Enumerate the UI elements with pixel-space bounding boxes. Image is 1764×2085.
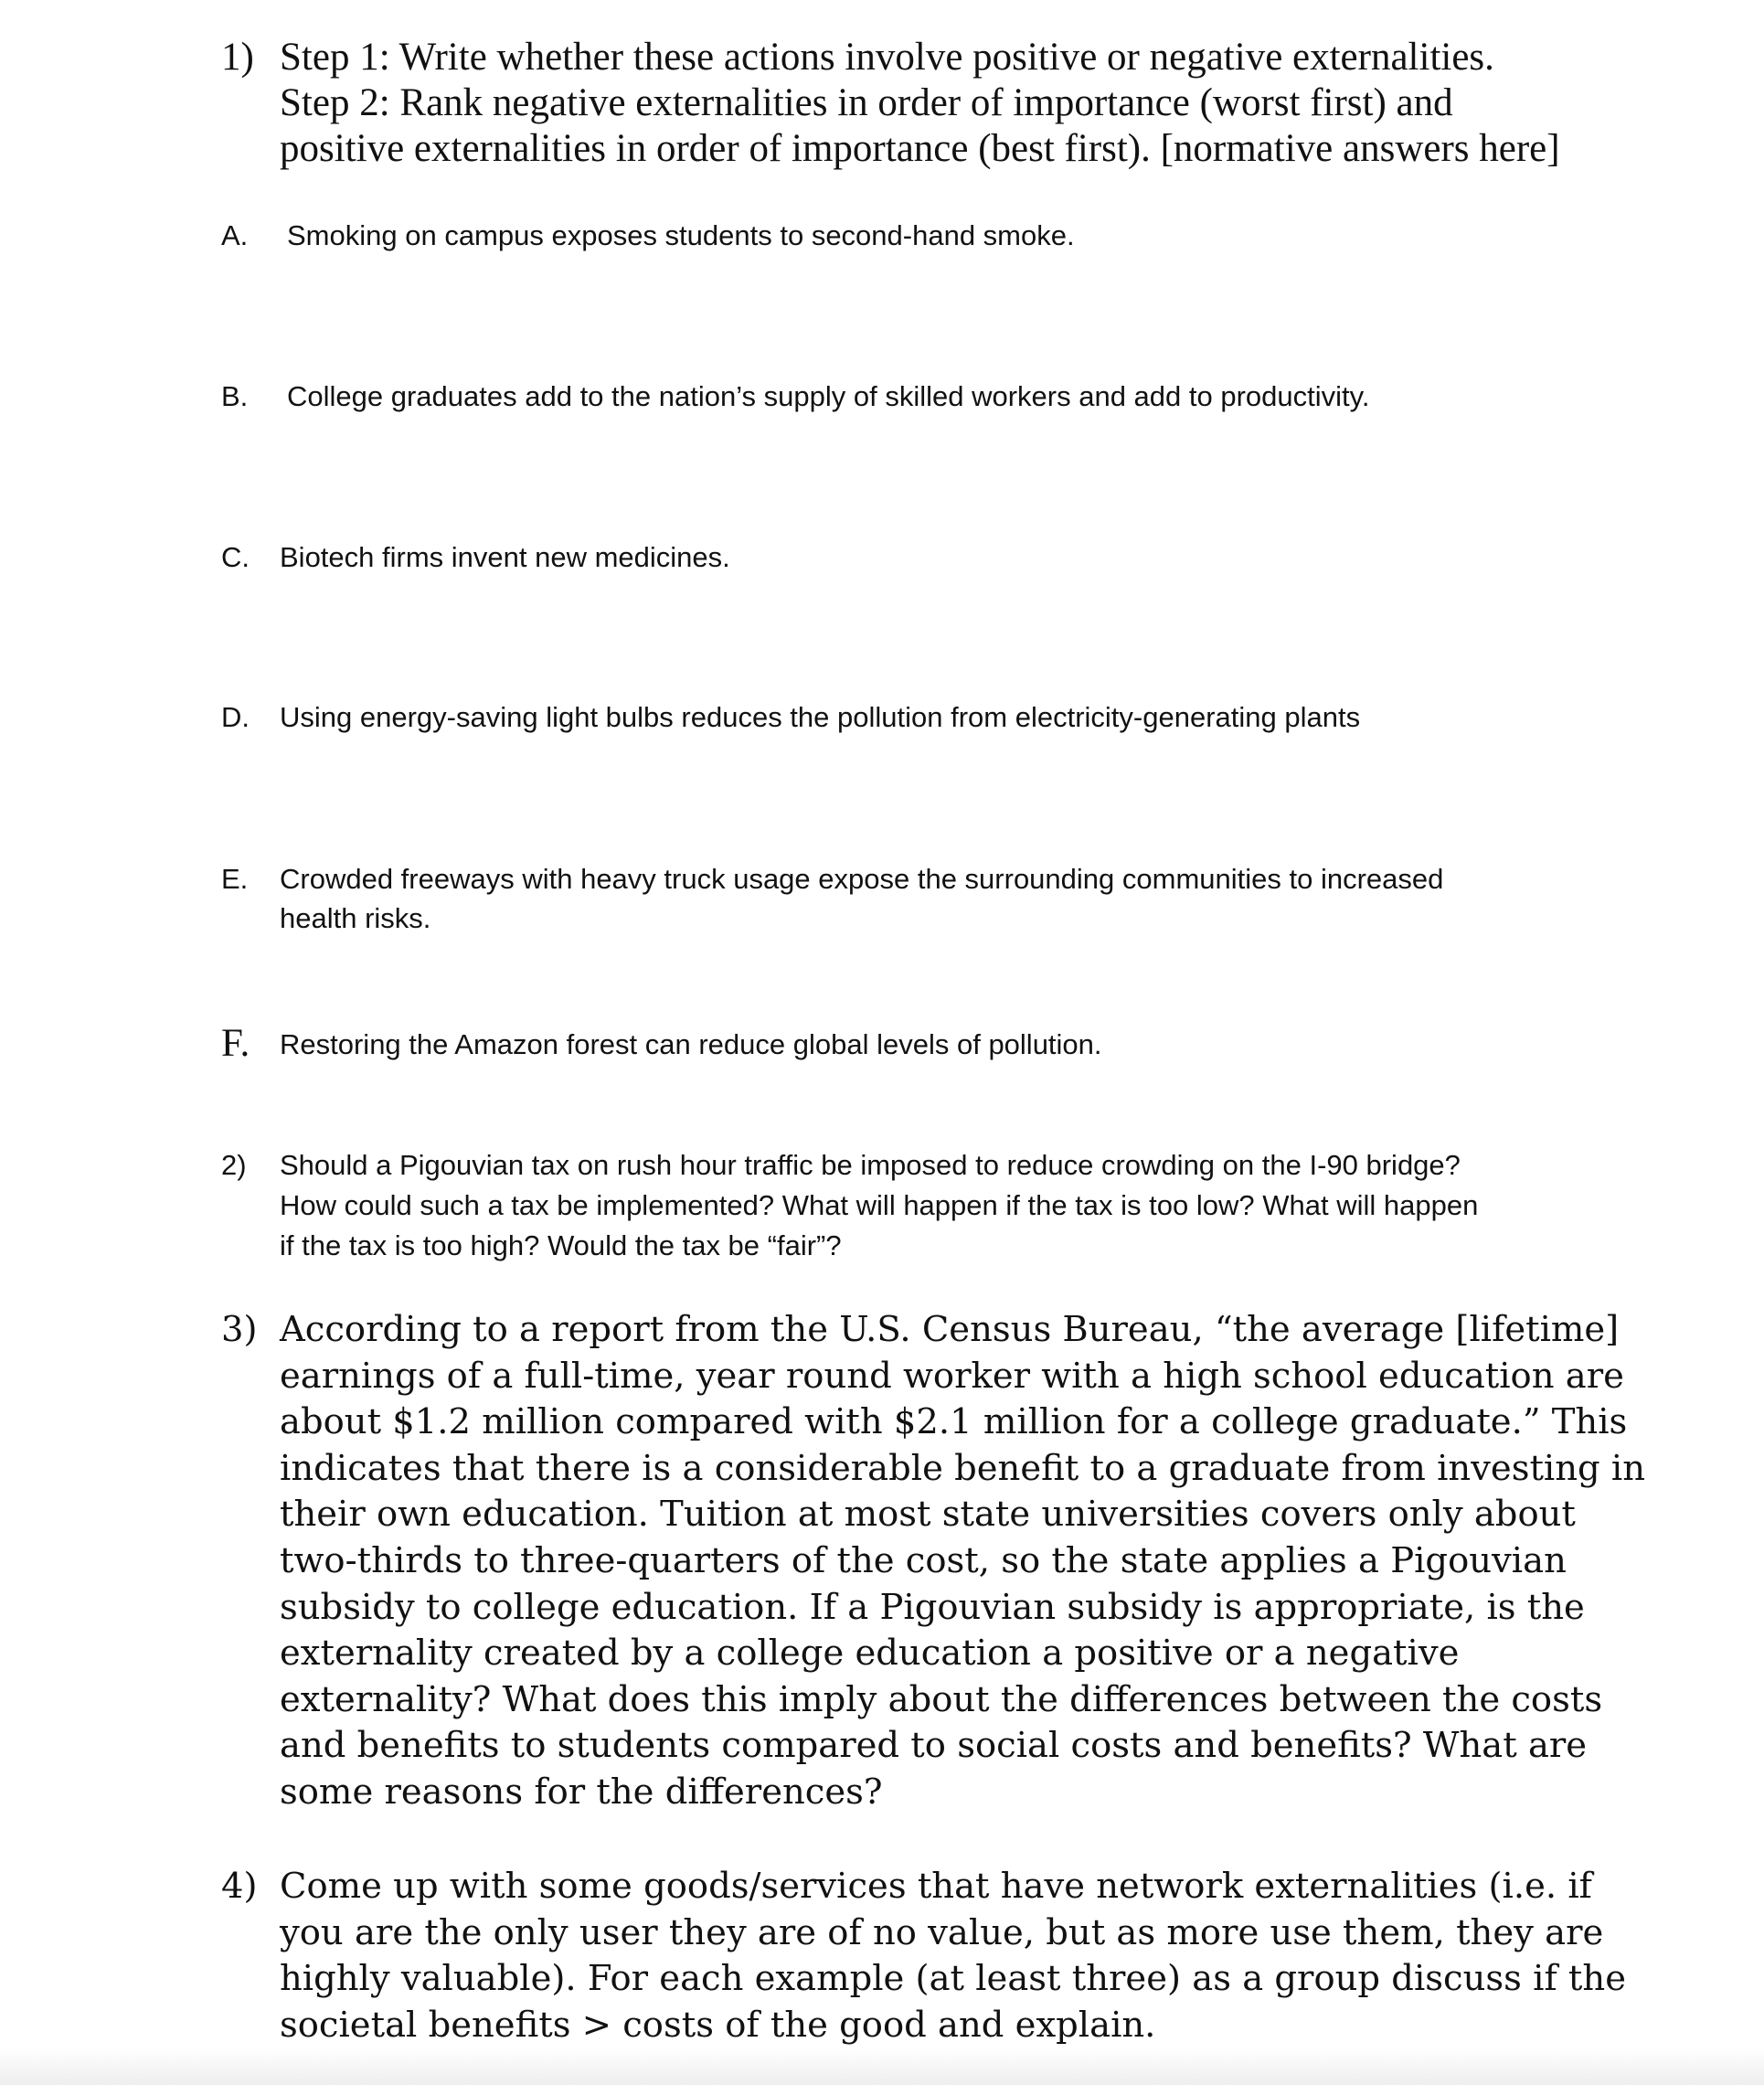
question-4-line-1: Come up with some goods/services that have network externalities (i.e. if [280, 1866, 1592, 1907]
question-4-number: 4) [221, 1866, 258, 1907]
question-3-line-11: some reasons for the differences? [280, 1771, 883, 1813]
question-3-line-1: According to a report from the U.S. Census Bureau, “the average [lifetime] [280, 1309, 1620, 1350]
item-b-text: College graduates add to the nation’s supply of skilled workers and add to productivity. [287, 380, 1370, 412]
item-a-letter: A. [221, 219, 249, 251]
item-d-text: Using energy-saving light bulbs reduces the pollution from electricity-generating plants [280, 701, 1361, 733]
item-a-text: Smoking on campus exposes students to second-hand smoke. [287, 219, 1075, 251]
question-1-line-2: Step 2: Rank negative externalities in order of importance (worst first) and [280, 81, 1453, 124]
question-1-line-3: positive externalities in order of importance (best first). [normative answers here] [280, 127, 1560, 170]
question-2-line-2: How could such a tax be implemented? What will happen if the tax is too low? What will happen [280, 1189, 1479, 1221]
question-3-line-10: and benefits to students compared to social costs and benefits? What are [280, 1725, 1588, 1766]
question-2-line-1: Should a Pigouvian tax on rush hour traffic be imposed to reduce crowding on the I-90 bridge? [280, 1149, 1461, 1181]
question-4-line-3: highly valuable). For each example (at least three) as a group discuss if the [280, 1958, 1626, 1999]
question-3-line-7: subsidy to college education. If a Pigouvian subsidy is appropriate, is the [280, 1587, 1585, 1628]
page-bottom-edge [0, 2048, 1764, 2085]
item-f-letter: F. [221, 1022, 250, 1065]
item-b-letter: B. [221, 380, 249, 412]
question-3-line-8: externality created by a college education a positive or a negative [280, 1633, 1460, 1674]
question-2-line-3: if the tax is too high? Would the tax be “fair”? [280, 1229, 842, 1261]
question-1-number: 1) [221, 36, 254, 79]
question-2-number: 2) [221, 1149, 247, 1181]
question-3-line-2: earnings of a full-time, year round worker with a high school education are [280, 1356, 1624, 1397]
item-c-letter: C. [221, 541, 250, 573]
question-3-line-4: indicates that there is a considerable benefit to a graduate from investing in [280, 1448, 1646, 1489]
question-3-line-5: their own education. Tuition at most state universities covers only about [280, 1494, 1576, 1535]
question-3-line-3: about $1.2 million compared with $2.1 million for a college graduate.” This [280, 1401, 1628, 1442]
item-f-text: Restoring the Amazon forest can reduce global levels of pollution. [280, 1028, 1102, 1060]
item-d-letter: D. [221, 701, 250, 733]
question-3-line-6: two-thirds to three-quarters of the cost, so the state applies a Pigouvian [280, 1540, 1567, 1581]
question-3-line-9: externality? What does this imply about the differences between the costs [280, 1679, 1603, 1720]
item-e-text-line-2: health risks. [280, 902, 431, 934]
question-1-line-1: Step 1: Write whether these actions involve positive or negative externalities. [280, 36, 1494, 79]
item-e-letter: E. [221, 863, 249, 895]
item-e-text-line-1: Crowded freeways with heavy truck usage expose the surrounding communities to increased [280, 863, 1444, 895]
question-3-number: 3) [221, 1309, 258, 1350]
item-c-text: Biotech firms invent new medicines. [280, 541, 730, 573]
question-4-line-2: you are the only user they are of no value, but as more use them, they are [280, 1912, 1604, 1953]
question-4-line-4: societal benefits > costs of the good and explain. [280, 2005, 1156, 2046]
